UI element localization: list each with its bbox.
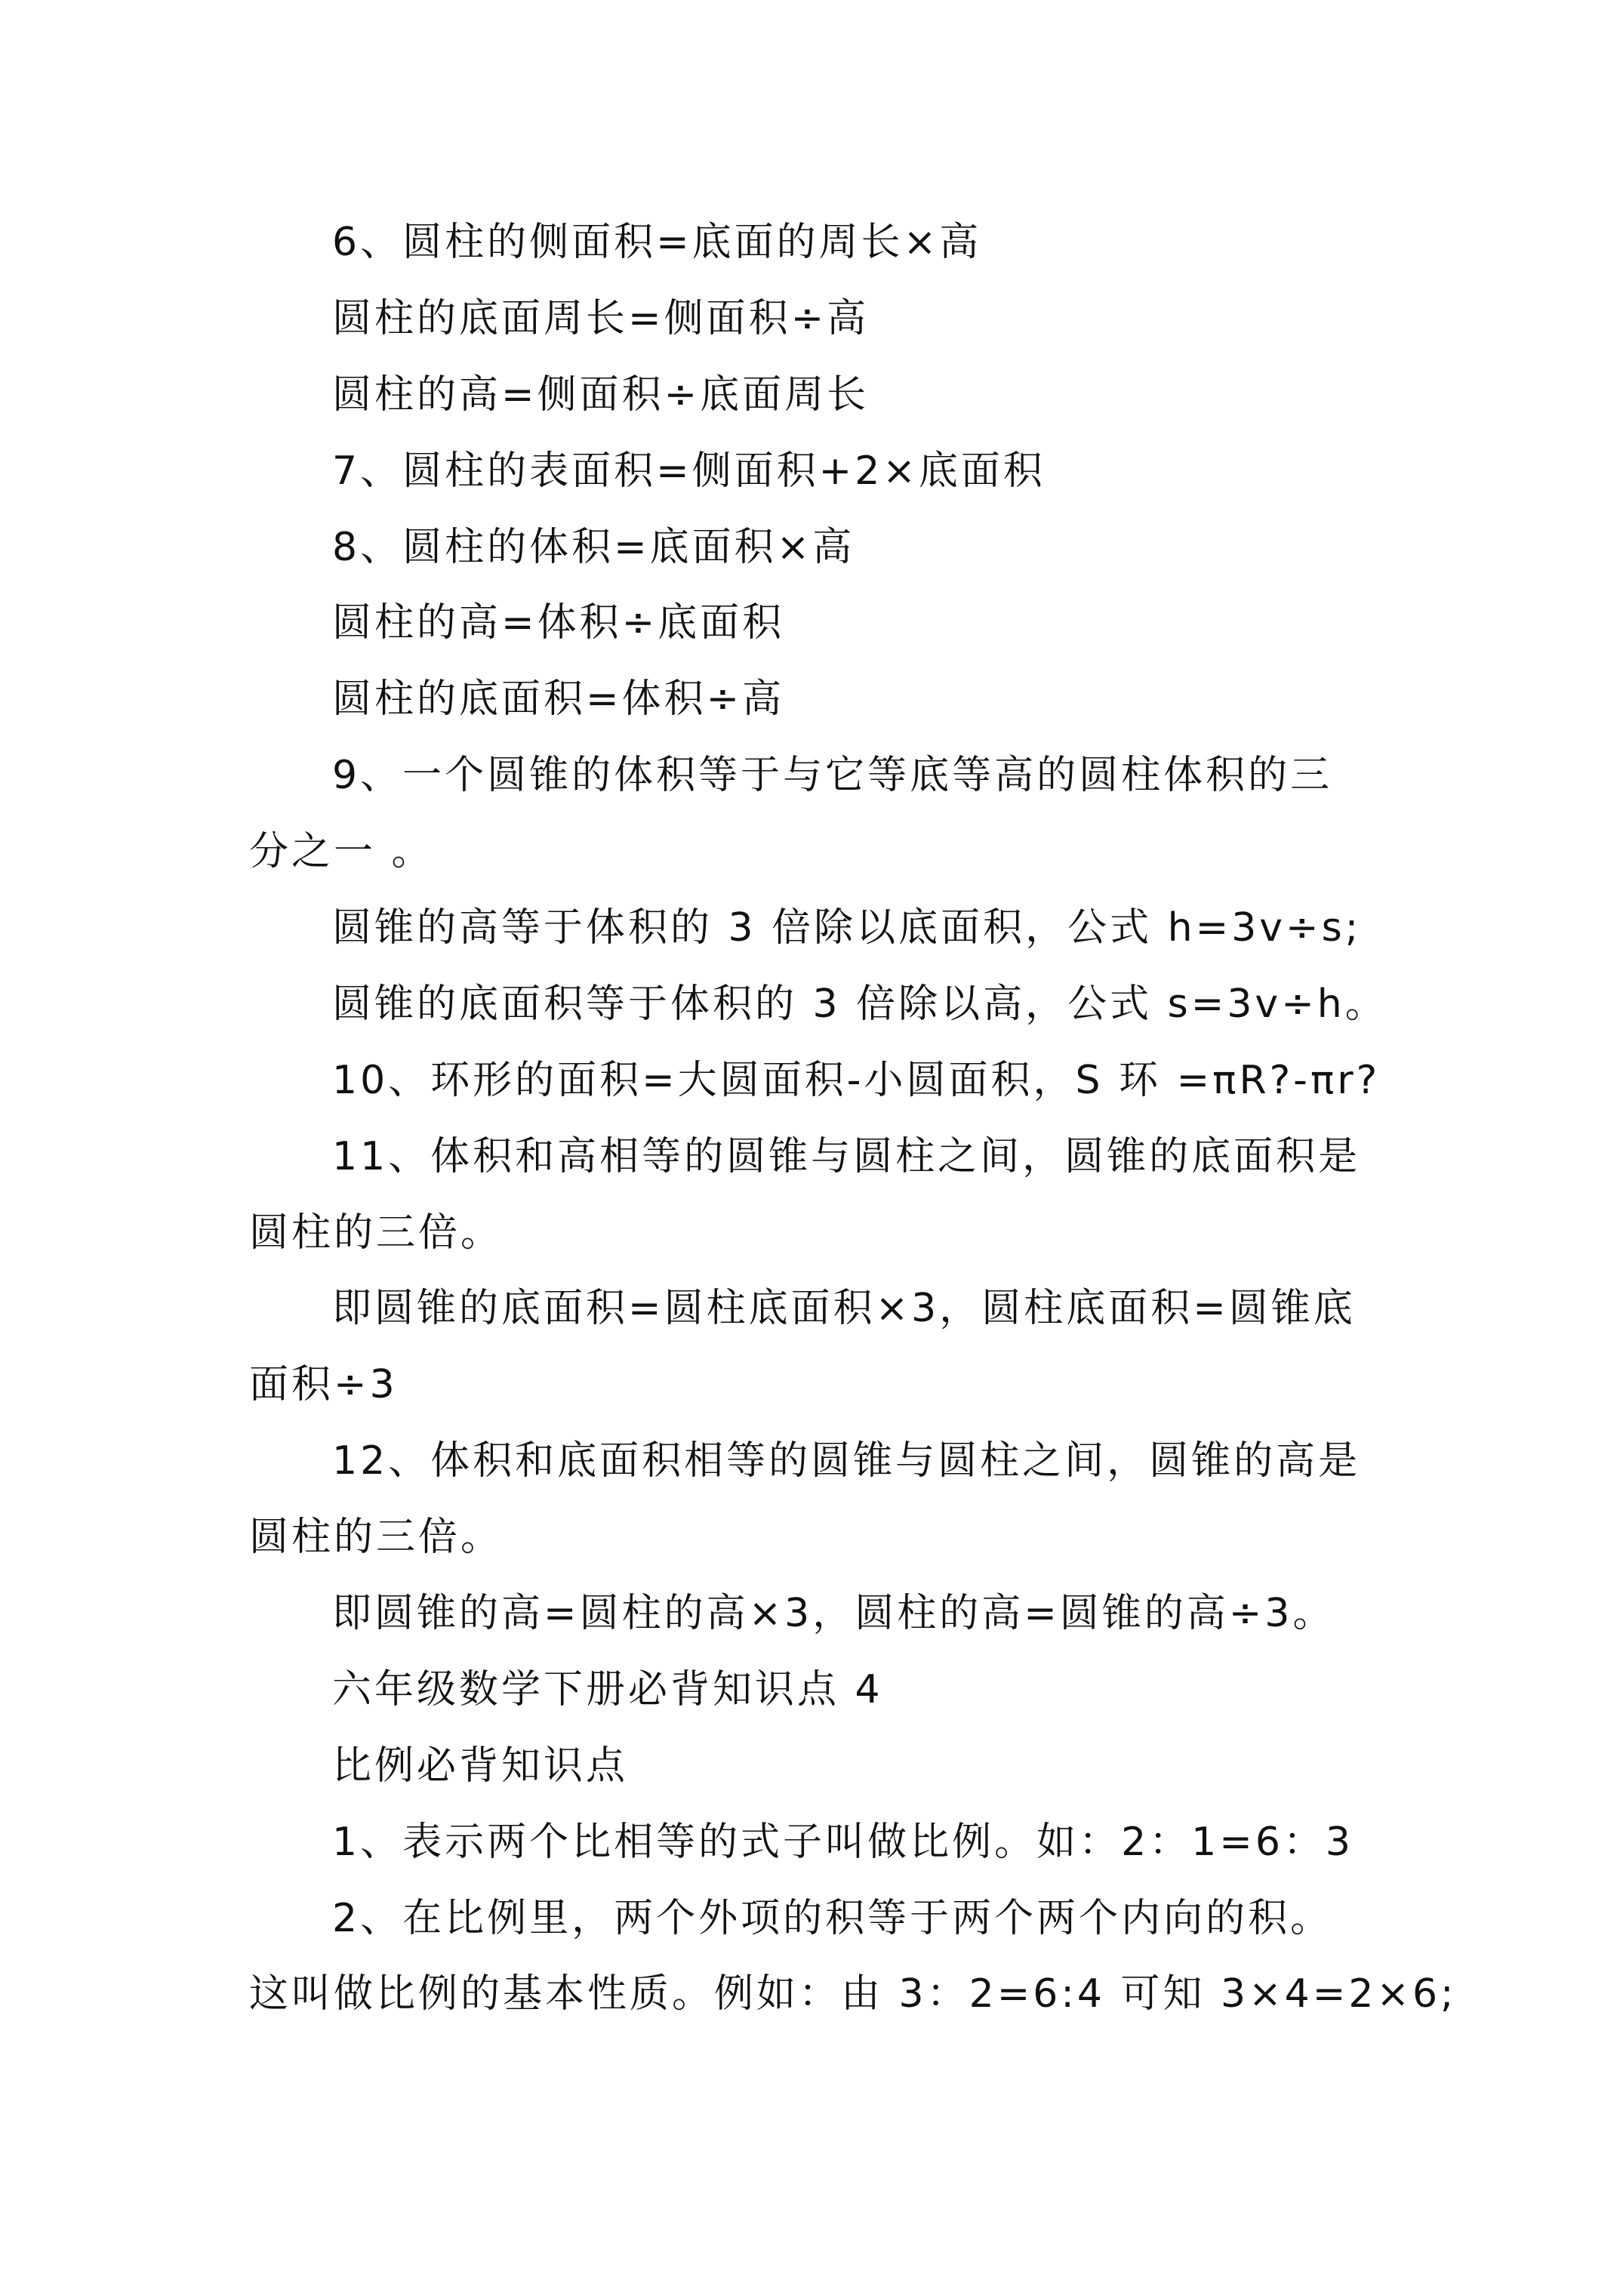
paragraph-line: 2、在比例里，两个外项的积等于两个两个内向的积。 bbox=[332, 1896, 1333, 1941]
formula-line: 圆柱的底面积=体积÷高 bbox=[332, 676, 785, 722]
formula-line: 10、环形的面积=大圆面积-小圆面积，S 环 =πR?-πr? bbox=[332, 1058, 1381, 1103]
formula-line: 6、圆柱的侧面积=底面的周长×高 bbox=[332, 220, 982, 265]
formula-line: 8、圆柱的体积=底面积×高 bbox=[332, 525, 855, 570]
paragraph-line: 分之一 。 bbox=[249, 829, 434, 874]
paragraph-line: 11、体积和高相等的圆锥与圆柱之间，圆锥的底面积是 bbox=[332, 1134, 1361, 1179]
formula-line: 即圆锥的高=圆柱的高×3，圆柱的高=圆锥的高÷3。 bbox=[332, 1591, 1335, 1636]
formula-line: 圆柱的高=体积÷底面积 bbox=[332, 600, 785, 646]
formula-line: 圆锥的高等于体积的 3 倍除以底面积，公式 h=3v÷s; bbox=[332, 905, 1362, 951]
section-heading: 六年级数学下册必背知识点 4 bbox=[332, 1667, 883, 1712]
formula-line: 7、圆柱的表面积=侧面积+2×底面积 bbox=[332, 448, 1046, 494]
paragraph-line: 1、表示两个比相等的式子叫做比例。如：2：1=6：3 bbox=[332, 1820, 1354, 1865]
paragraph-line: 圆柱的三倍。 bbox=[249, 1515, 504, 1560]
paragraph-line: 9、一个圆锥的体积等于与它等底等高的圆柱体积的三 bbox=[332, 753, 1333, 798]
paragraph-line: 12、体积和底面积相等的圆锥与圆柱之间，圆锥的高是 bbox=[332, 1438, 1361, 1484]
paragraph-line: 圆柱的三倍。 bbox=[249, 1210, 504, 1256]
formula-line: 圆柱的高=侧面积÷底面周长 bbox=[332, 372, 870, 418]
formula-line: 圆柱的底面周长=侧面积÷高 bbox=[332, 296, 870, 341]
subsection-heading: 比例必背知识点 bbox=[332, 1743, 629, 1789]
paragraph-line: 即圆锥的底面积=圆柱底面积×3，圆柱底面积=圆锥底 bbox=[332, 1286, 1356, 1331]
paragraph-line: 这叫做比例的基本性质。例如：由 3：2=6:4 可知 3×4=2×6; bbox=[249, 1971, 1457, 2017]
formula-line: 圆锥的底面积等于体积的 3 倍除以高，公式 s=3v÷h。 bbox=[332, 982, 1387, 1027]
paragraph-line: 面积÷3 bbox=[249, 1362, 398, 1407]
